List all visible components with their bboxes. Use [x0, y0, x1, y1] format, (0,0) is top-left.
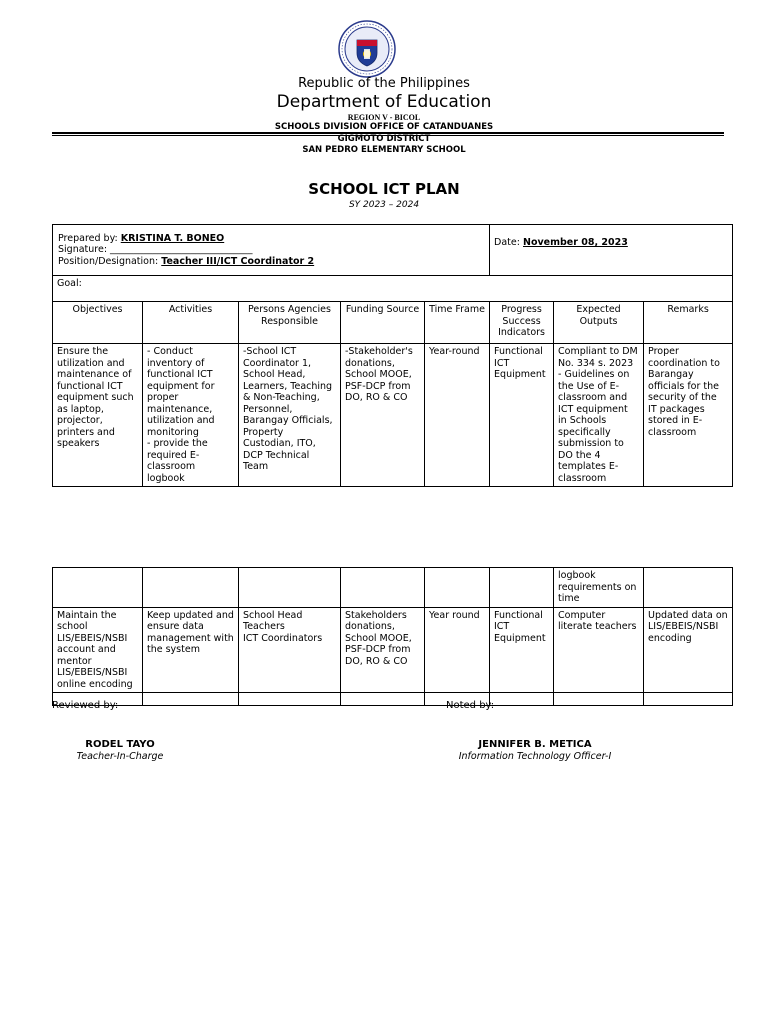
goal-label: Goal: — [57, 278, 82, 289]
table-row — [53, 344, 733, 487]
table-cell — [644, 568, 733, 608]
ict-plan-table-continued — [52, 567, 733, 706]
reviewed-by-label: Reviewed by: — [52, 700, 119, 711]
table-cell: Year round — [425, 607, 490, 693]
date-cell — [490, 225, 733, 276]
prepared-by-label: Prepared by: — [58, 232, 118, 244]
column-header-row — [53, 302, 733, 344]
col-header-funding: Funding Source — [341, 302, 425, 344]
table-cell — [644, 693, 733, 706]
table-cell — [490, 693, 554, 706]
table-cell: Computer literate teachers — [554, 607, 644, 693]
table-cell: Compliant to DM No. 334 s. 2023 - Guidelines on the Use of E-classroom and ICT equipment in Schools specifically submission to DO the 4 templates E-classroom — [554, 344, 644, 487]
deped-seal-icon — [338, 20, 396, 78]
position-value: Teacher III/ICT Coordinator 2 — [161, 255, 315, 267]
document-title: SCHOOL ICT PLAN — [308, 180, 460, 198]
date-label: Date: — [494, 237, 520, 248]
ict-plan-table — [52, 224, 733, 487]
table-cell — [425, 568, 490, 608]
table-cell: Ensure the utilization and maintenance of functional ICT equipment such as laptop, projector, printers and speakers — [53, 344, 143, 487]
prepared-cell — [53, 225, 490, 276]
info-row — [53, 225, 733, 276]
table-cell: School Head Teachers ICT Coordinators — [239, 607, 341, 693]
signature-line: Signature: ______________________________ — [58, 244, 253, 256]
prepared-by-name: KRISTINA T. BONEO — [120, 232, 225, 244]
table-cell — [53, 568, 143, 608]
col-header-objectives: Objectives — [53, 302, 143, 344]
table-cell: Stakeholders donations, School MOOE, PSF-DCP from DO, RO & CO — [341, 607, 425, 693]
goal-cell — [53, 276, 733, 302]
table-cell: logbook requirements on time — [554, 568, 644, 608]
republic-line: Republic of the Philippines — [298, 76, 470, 91]
date-value: November 08, 2023 — [523, 237, 628, 248]
col-header-outputs: Expected Outputs — [554, 302, 644, 344]
table-cell — [341, 568, 425, 608]
table-cell: Year-round — [425, 344, 490, 487]
reviewer-role: Teacher-In-Charge — [76, 751, 164, 762]
table-cell — [341, 693, 425, 706]
table-cell — [239, 568, 341, 608]
noter-role: Information Technology Officer-I — [458, 751, 612, 762]
table-cell: Keep updated and ensure data management with the system — [143, 607, 239, 693]
region-line: REGION V - BICOL — [347, 113, 421, 122]
district-line: GIGMOTO DISTRICT — [337, 134, 431, 144]
table-cell — [554, 693, 644, 706]
table-cell: Functional ICT Equipment — [490, 607, 554, 693]
table-cell — [239, 693, 341, 706]
table-cell: Maintain the school LIS/EBEIS/NSBI account and mentor LIS/EBEIS/NSBI online encoding — [53, 607, 143, 693]
department-name: Department of Education — [276, 92, 492, 112]
reviewer-name: RODEL TAYO — [85, 739, 155, 750]
noter-name: JENNIFER B. METICA — [478, 739, 592, 750]
noted-by-label: Noted by: — [446, 700, 495, 711]
col-header-indicators: Progress Success Indicators — [490, 302, 554, 344]
table-cell: - Conduct inventory of functional ICT equipment for proper maintenance, utilization and monitoring - provide the required E-classroom logbook — [143, 344, 239, 487]
table-cell — [143, 568, 239, 608]
division-line: SCHOOLS DIVISION OFFICE OF CATANDUANES — [274, 122, 494, 132]
table-cell: -Stakeholder's donations, School MOOE, PSF-DCP from DO, RO & CO — [341, 344, 425, 487]
position-label: Position/Designation: — [58, 255, 159, 267]
goal-row — [53, 276, 733, 302]
col-header-remarks: Remarks — [644, 302, 733, 344]
table-row — [53, 607, 733, 693]
table-cell: -School ICT Coordinator 1, School Head, Learners, Teaching & Non-Teaching, Personnel, Barangay Officials, Property Custodian, ITO, DCP Technical Team — [239, 344, 341, 487]
col-header-persons: Persons Agencies Responsible — [239, 302, 341, 344]
table-cell — [143, 693, 239, 706]
table-cell — [490, 568, 554, 608]
school-year: SY 2023 – 2024 — [348, 200, 420, 210]
table-cell: Proper coordination to Barangay officials for the security of the IT packages stored in E-classroom — [644, 344, 733, 487]
table-cell: Functional ICT Equipment — [490, 344, 554, 487]
table-row — [53, 568, 733, 608]
col-header-activities: Activities — [143, 302, 239, 344]
table-cell: Updated data on LIS/EBEIS/NSBI encoding — [644, 607, 733, 693]
table-row-empty — [53, 693, 733, 706]
school-line: SAN PEDRO ELEMENTARY SCHOOL — [302, 145, 466, 155]
col-header-timeframe: Time Frame — [425, 302, 490, 344]
